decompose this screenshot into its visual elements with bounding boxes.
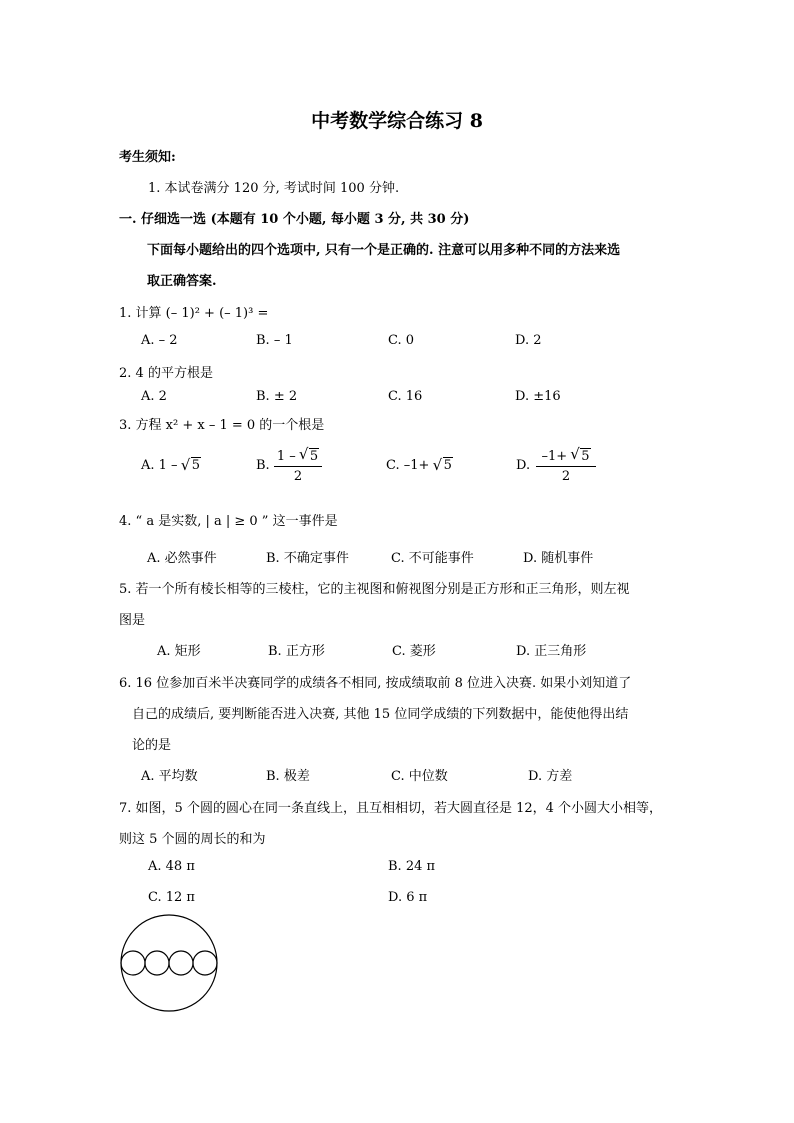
question-7-option-d: D. 6 π [388,890,428,905]
question-5-line-1: 5. 若一个所有棱长相等的三棱柱，它的主视图和俯视图分别是正方形和正三角形，则左视 [119,582,630,597]
question-1-option-c: C. 0 [388,333,415,348]
question-6-line-2: 自己的成绩后, 要判断能否进入决赛, 其他 15 位同学成绩的下列数据中，能使他得出结 [132,707,629,722]
page-title: 中考数学综合练习 8 [311,110,483,132]
fraction-numerator [274,448,322,465]
fraction-denominator: 2 [561,469,571,484]
sqrt-symbol [571,448,590,465]
question-1-option-d: D. 2 [515,333,542,348]
question-7-line-1: 7. 如图，5 个圆的圆心在同一条直线上，且互相相切，若大圆直径是 12，4 个小圆大小相等， [119,801,663,816]
question-6-option-c: C. 中位数 [391,769,448,784]
question-5-option-d: D. 正三角形 [516,644,587,659]
notice-item-1: 1. 本试卷满分 120 分, 考试时间 100 分钟. [148,181,400,196]
question-2-option-d: D. ±16 [515,389,561,404]
question-1-stem: 1. 计算 (– 1)² + (– 1)³ = [119,306,269,321]
question-4-option-a: A. 必然事件 [147,551,217,566]
question-1-option-a: A. – 2 [141,333,178,348]
question-3-option-a-prefix: A. 1 – [141,458,178,473]
question-4-option-b: B. 不确定事件 [266,551,349,566]
question-2-option-b: B. ± 2 [256,389,298,404]
question-7-line-2: 则这 5 个圆的周长的和为 [119,832,266,847]
question-3-option-b-label: B. [256,458,270,473]
question-3-option-d-label: D. [516,458,531,473]
question-4-option-c: C. 不可能事件 [391,551,474,566]
question-3-option-c-prefix: C. –1+ [386,458,430,473]
question-2-stem: 2. 4 的平方根是 [119,366,213,381]
question-5-option-c: C. 菱形 [392,644,436,659]
question-4-stem: 4. “ a 是实数, | a | ≥ 0 ” 这一事件是 [119,514,338,529]
question-3-option-c [386,458,453,473]
question-3-option-a [141,458,201,473]
question-3-option-b-fraction [274,448,322,485]
question-2-option-a: A. 2 [141,389,167,404]
question-5-line-2: 图是 [119,613,146,628]
question-6-option-d: D. 方差 [528,769,573,784]
small-circle-4 [193,951,217,975]
section-heading: 一. 仔细选一选 (本题有 10 个小题, 每小题 3 分, 共 30 分) [119,212,470,227]
numerator-text: –1+ [541,449,568,464]
small-circle-2 [145,951,169,975]
radicand: 5 [191,458,200,473]
question-2-option-c: C. 16 [388,389,423,404]
question-7-option-b: B. 24 π [388,859,436,874]
radicand: 5 [443,458,452,473]
notice-heading: 考生须知: [119,150,176,165]
sqrt-symbol [434,458,453,473]
question-6-option-a: A. 平均数 [141,769,198,784]
question-3-option-d-fraction [536,448,596,485]
numerator-text: 1 – [276,449,296,464]
fraction-denominator: 2 [293,469,303,484]
question-4-option-d: D. 随机事件 [523,551,594,566]
question-1-option-b: B. – 1 [256,333,293,348]
question-5-option-b: B. 正方形 [268,644,325,659]
question-6-line-3: 论的是 [132,738,172,753]
section-instruction-line-2: 取正确答案. [147,274,217,289]
sqrt-symbol [300,448,319,465]
section-instruction-line-1: 下面每小题给出的四个选项中, 只有一个是正确的. 注意可以用多种不同的方法来选 [147,243,621,258]
question-5-option-a: A. 矩形 [157,644,201,659]
fraction-numerator [536,448,596,465]
radicand: 5 [581,449,590,464]
question-6-option-b: B. 极差 [266,769,310,784]
radicand: 5 [309,449,319,464]
question-7-option-a: A. 48 π [148,859,195,874]
question-3-stem: 3. 方程 x² + x – 1 = 0 的一个根是 [119,418,325,433]
circles-figure [115,912,225,1016]
fraction-bar [274,466,322,467]
small-circle-3 [169,951,193,975]
small-circle-1 [121,951,145,975]
fraction-bar [536,466,596,467]
sqrt-symbol [182,458,201,473]
question-7-option-c: C. 12 π [148,890,195,905]
question-6-line-1: 6. 16 位参加百米半决赛同学的成绩各不相同, 按成绩取前 8 位进入决赛. 如果小刘知道了 [119,676,632,691]
